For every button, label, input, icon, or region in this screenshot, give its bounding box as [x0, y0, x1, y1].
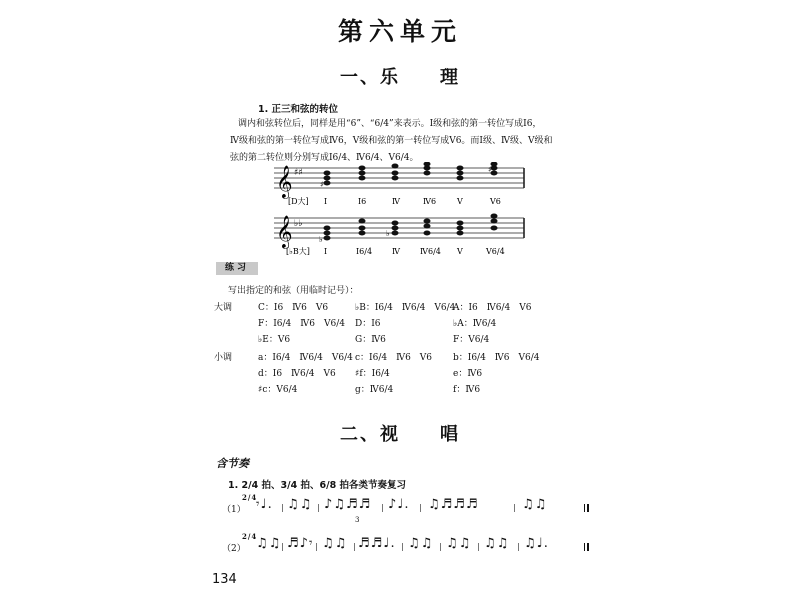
staff2-label-2: Ⅰ6/4	[356, 247, 373, 256]
page-number: 134	[212, 572, 237, 587]
minor-label: 小调	[214, 353, 233, 363]
time-signature: 2/4	[242, 493, 258, 502]
major-row3-col3: F：Ⅴ6/4	[453, 335, 490, 345]
major-row2-col1: F：Ⅰ6/4 Ⅳ6 Ⅴ6/4	[258, 319, 345, 329]
rhythm-line-2: 2/4 ♫♫ ♬♪𝄾 ♫♫ ♬♬♩. ♫♫ ♫♫ ♫♫ ♫♩.	[242, 533, 604, 567]
staff1-label-3: Ⅳ	[392, 197, 400, 206]
paragraph-line-3: 弦的第二转位则分别写成Ⅰ6/4、Ⅳ6/4、Ⅴ6/4。	[230, 153, 419, 163]
staff2-label-1: Ⅰ	[324, 247, 328, 256]
rhythm-line-1-label: （1）	[222, 505, 246, 515]
staff2-label-4: Ⅳ6/4	[420, 247, 441, 256]
staff1-label-4: Ⅳ6	[423, 197, 437, 206]
section-title-theory: 一、乐 理	[340, 67, 460, 88]
staff2-key: [♭B大]	[286, 247, 310, 256]
svg-text:♯: ♯	[488, 165, 492, 174]
minor-row2-col3: e：Ⅳ6	[453, 369, 483, 379]
major-row1-col3: A：Ⅰ6 Ⅳ6/4 Ⅴ6	[453, 303, 532, 313]
minor-row1-col1: a：Ⅰ6/4 Ⅳ6/4 Ⅴ6/4	[258, 353, 353, 363]
staff1-label-5: Ⅴ	[457, 197, 463, 206]
major-row1-col2: ♭B：Ⅰ6/4 Ⅳ6/4 Ⅴ6/4	[355, 303, 456, 313]
staff2-label-3: Ⅳ	[392, 247, 400, 256]
svg-text:♭: ♭	[319, 235, 323, 244]
minor-row3-col1: ♯c：Ⅴ6/4	[258, 385, 298, 395]
staff2-label-5: Ⅴ	[457, 247, 463, 256]
major-row3-col2: G：Ⅳ6	[355, 335, 386, 345]
major-row2-col2: D：Ⅰ6	[355, 319, 381, 329]
section-title-sightsinging: 二、视 唱	[340, 424, 460, 445]
triplet-mark: 3	[355, 516, 361, 524]
time-signature: 2/4	[242, 532, 258, 541]
sharp-icon: ♯♯	[294, 168, 303, 178]
subsection-title: 1. 正三和弦的转位	[258, 104, 339, 115]
staff-bb-major	[270, 212, 526, 258]
paragraph-line-1: 调内和弦转位后，同样是用“6”、“6/4”来表示。Ⅰ级和弦的第一转位写成Ⅰ6，	[238, 119, 542, 129]
major-label: 大调	[214, 303, 233, 313]
minor-row2-col1: d：Ⅰ6 Ⅳ6/4 Ⅴ6	[258, 369, 336, 379]
exercise-intro: 写出指定的和弦（用临时记号）：	[228, 286, 359, 296]
flat-icon: ♭♭	[294, 219, 303, 229]
minor-row3-col3: f：Ⅳ6	[453, 385, 481, 395]
paragraph-line-2: Ⅳ级和弦的第一转位写成Ⅳ6，Ⅴ级和弦的第一转位写成Ⅴ6。而Ⅰ级、Ⅳ级、Ⅴ级和	[230, 136, 553, 146]
minor-row1-col3: b：Ⅰ6/4 Ⅳ6 Ⅴ6/4	[453, 353, 540, 363]
svg-text:♯: ♯	[320, 180, 324, 189]
treble-clef-icon: 𝄞	[276, 165, 293, 198]
rhythm-line-2-label: （2）	[222, 544, 246, 554]
staff1-label-6: Ⅴ6	[490, 197, 501, 206]
staff1-key: [D大]	[288, 197, 309, 206]
minor-row1-col2: c：Ⅰ6/4 Ⅳ6 Ⅴ6	[355, 353, 433, 363]
minor-row3-col2: g：Ⅳ6/4	[355, 385, 394, 395]
rhythm-line-1: 2/4 𝄾♩. ♫♫ ♪♫♬♬ 3 ♪♩. ♫♬♬♬ ♫♫	[242, 494, 604, 528]
exercise-badge: 练习	[216, 262, 258, 275]
rhythm-header: 含节奏	[216, 457, 249, 470]
svg-text:♭: ♭	[386, 229, 390, 238]
rhythm-subtitle: 1. 2/4 拍、3/4 拍、6/8 拍各类节奏复习	[228, 480, 407, 491]
major-row3-col1: ♭E：Ⅴ6	[258, 335, 291, 345]
major-row2-col3: ♭A：Ⅳ6/4	[453, 319, 497, 329]
treble-clef-icon: 𝄞	[276, 215, 293, 248]
staff1-label-2: Ⅰ6	[358, 197, 367, 206]
staff1-label-1: Ⅰ	[324, 197, 328, 206]
page-title: 第六单元	[337, 17, 462, 46]
major-row1-col1: C：Ⅰ6 Ⅳ6 Ⅴ6	[258, 303, 329, 313]
staff2-label-6: Ⅴ6/4	[486, 247, 505, 256]
staff-d-major	[270, 162, 526, 208]
minor-row2-col2: ♯f：Ⅰ6/4	[355, 369, 390, 379]
